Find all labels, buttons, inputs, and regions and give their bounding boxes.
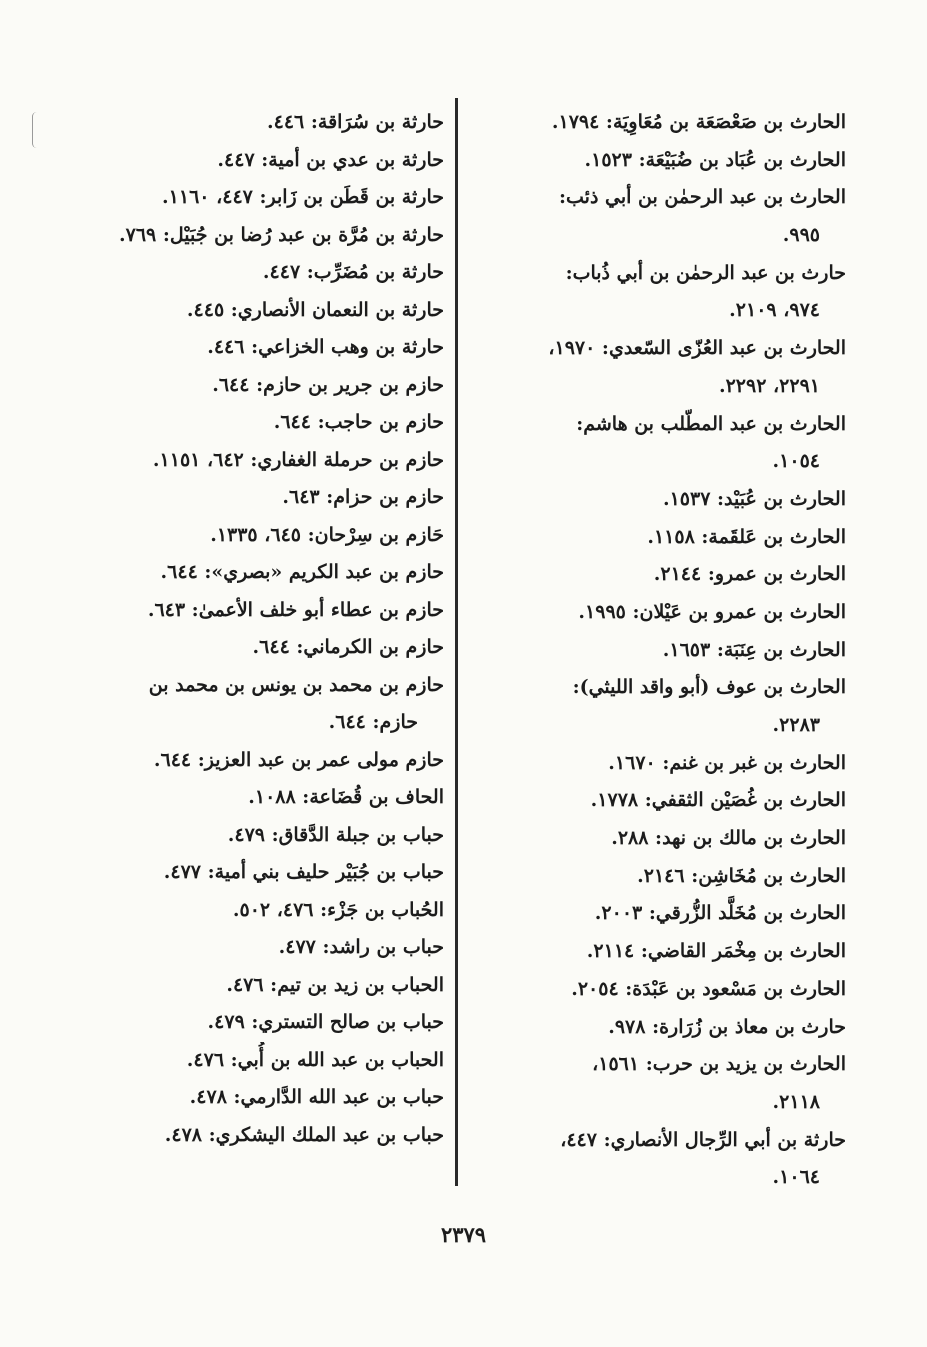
- index-entry: الحارث بن مالك بن نهد: ٢٨٨.: [611, 827, 846, 850]
- index-entry: حارث بن عبد الرحمٰن بن أبي ذُباب:: [565, 261, 846, 284]
- index-column-right: [478, 104, 846, 1197]
- margin-mark: [32, 112, 41, 148]
- index-entry: حازم بن حاجب: ٦٤٤.: [273, 411, 444, 433]
- index-entry: الحارث بن عُبَاد بن ضُبَيْعَة: ١٥٢٣.: [584, 148, 846, 171]
- index-column-left: [62, 104, 444, 1154]
- index-entry: حارثة بن النعمان الأنصاري: ٤٤٥.: [186, 298, 444, 321]
- index-entry: الحُباب بن جَزْء: ٤٧٦، ٥٠٢.: [232, 898, 444, 921]
- index-entry-continuation: ٢١١٨.: [772, 1090, 820, 1113]
- index-entry: حازم بن عطاء أبو خلف الأعمىٰ: ٦٤٣.: [147, 598, 444, 621]
- index-entry: حارث بن معاذ بن زُرَارة: ٩٧٨.: [608, 1015, 846, 1038]
- index-entry: حارثة بن قَطَن بن زَابر: ٤٤٧، ١١٦٠.: [162, 186, 444, 208]
- index-entry: حازم بن الكرماني: ٦٤٤.: [252, 636, 444, 658]
- column-divider: [455, 98, 458, 1186]
- index-entry: الحارث بن عُبَيْد: ١٥٣٧.: [662, 487, 846, 510]
- page-number: ٢٣٧٩: [440, 1222, 487, 1247]
- index-entry: الحباب بن زيد بن تيم: ٤٧٦.: [226, 973, 444, 996]
- index-entry: الحارث بن عمرو: ٢١٤٤.: [653, 563, 846, 586]
- index-entry: حباب بن جُبَيْر حليف بني أمية: ٤٧٧.: [163, 861, 444, 883]
- index-entry: الحارث بن عبد العُزّى السّعدي: ١٩٧٠،: [548, 337, 846, 360]
- index-entry-continuation: ٩٧٤، ٢١٠٩.: [729, 299, 820, 322]
- index-entry: الحارث بن مِخْمَر القاضي: ٢١١٤.: [586, 940, 846, 963]
- index-entry: الحارث بن غبر بن غنم: ١٦٧٠.: [608, 751, 846, 774]
- index-entry: الحارث بن عوف (أبو واقد الليثي):: [572, 676, 846, 699]
- index-entry: حازم بن عبد الكريم «بصري»: ٦٤٤.: [160, 561, 444, 583]
- index-entry: الحباب بن عبد الله بن أُبي: ٤٧٦.: [186, 1048, 444, 1071]
- index-entry-continuation: ٩٩٥.: [782, 224, 820, 247]
- index-entry: الحارث بن يزيد بن حرب: ١٥٦١،: [592, 1053, 846, 1076]
- index-entry: حارثة بن وهب الخزاعي: ٤٤٦.: [207, 336, 444, 358]
- index-entry: حازم مولى عمر بن عبد العزيز: ٦٤٤.: [153, 748, 444, 771]
- index-entry: حازم بن حرملة الغفاري: ٦٤٢، ١١٥١.: [152, 448, 444, 471]
- index-entry: حارثة بن سُرَاقة: ٤٤٦.: [267, 111, 444, 133]
- index-entry: الحارث بن مُخَلَّد الزُّرقي: ٢٠٠٣.: [594, 902, 846, 925]
- index-entry: حارثة بن عدي بن أمية: ٤٤٧.: [217, 148, 444, 171]
- index-entry: الحارث بن عَلقَمة: ١١٥٨.: [647, 525, 846, 548]
- index-entry: حباب بن عبد الملك اليشكري: ٤٧٨.: [164, 1123, 444, 1146]
- index-entry: الحارث بن مَسْعود بن عَبْدَة: ٢٠٥٤.: [571, 977, 846, 1000]
- index-entry: الحارث بن صَعْصَعَة بن مُعَاوِيَة: ١٧٩٤.: [551, 111, 846, 133]
- index-entry: حارثة بن مُرَّة بن عبد رُضا بن جُبَيْل: ٧٦٩.: [119, 223, 444, 246]
- index-entry-continuation: ٢٢٨٣.: [772, 714, 820, 736]
- index-entry: حارثة بن مُضَرِّب: ٤٤٧.: [262, 261, 444, 283]
- index-entry: الحارث بن عِنَبَة: ١٦٥٣.: [662, 638, 846, 661]
- index-entry: حباب بن صالح التستري: ٤٧٩.: [207, 1011, 444, 1033]
- index-entry: الحاف بن قُضَاعة: ١٠٨٨.: [248, 786, 444, 808]
- index-entry: حباب بن جبلة الدَّقاق: ٤٧٩.: [227, 823, 444, 846]
- index-entry-continuation: حازم: ٦٤٤.: [328, 711, 418, 733]
- index-entry: الحارث بن غُصَيْن الثقفي: ١٧٧٨.: [590, 789, 846, 812]
- index-entry-continuation: ١٠٥٤.: [772, 450, 820, 473]
- index-entry: الحارث بن عمرو بن عَيْلان: ١٩٩٥.: [578, 600, 846, 623]
- index-entry: حباب بن عبد الله الدَّارمي: ٤٧٨.: [189, 1086, 444, 1108]
- index-entry: حازم بن محمد بن يونس بن محمد بن: [148, 673, 444, 696]
- index-entry: حباب بن راشد: ٤٧٧.: [278, 936, 444, 958]
- index-entry: الحارث بن عبد الرحمٰن بن أبي ذئب:: [559, 186, 846, 209]
- index-entry: الحارث بن عبد المطّلب بن هاشم:: [576, 412, 846, 435]
- index-entry: حارثة بن أبي الرِّجال الأنصاري: ٤٤٧،: [560, 1128, 846, 1151]
- index-entry: حَازم بن سِرْحان: ٦٤٥، ١٣٣٥.: [210, 523, 444, 546]
- index-entry: حازم بن حزام: ٦٤٣.: [282, 486, 444, 508]
- index-entry-continuation: ٢٢٩١، ٢٢٩٢.: [718, 374, 820, 397]
- index-entry: حازم بن جرير بن حازم: ٦٤٤.: [212, 373, 444, 396]
- index-entry: الحارث بن مُخَاشِن: ٢١٤٦.: [637, 864, 846, 887]
- index-entry-continuation: ١٠٦٤.: [772, 1166, 820, 1189]
